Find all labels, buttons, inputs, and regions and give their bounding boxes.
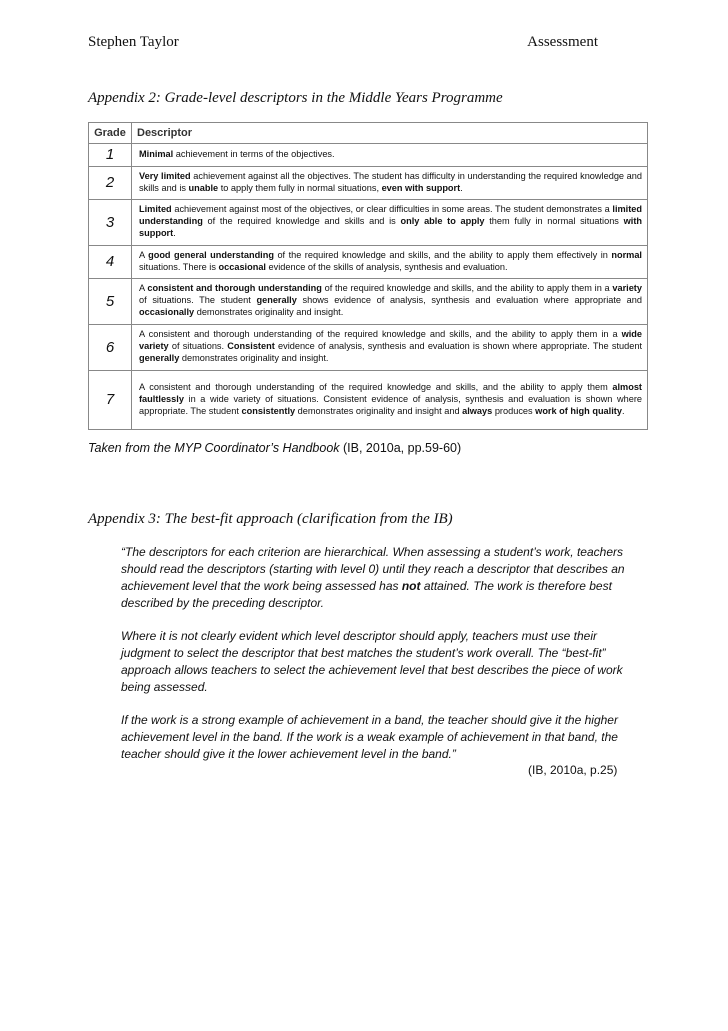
table-row bbox=[89, 324, 648, 370]
quote-citation: (IB, 2010a, p.25) bbox=[528, 763, 618, 777]
table-row bbox=[89, 278, 648, 324]
table-header-row bbox=[89, 123, 648, 144]
emphasis-text: consistent and thorough understanding bbox=[147, 283, 322, 294]
table-row bbox=[89, 245, 648, 278]
column-header-descriptor: Descriptor bbox=[132, 123, 648, 144]
text-run: evidence of analysis, synthesis and evaluation is shown where appropriate. The student bbox=[274, 341, 642, 352]
quote-paragraph bbox=[121, 628, 636, 696]
emphasis-text: wide variety bbox=[139, 329, 642, 352]
emphasis-text: generally bbox=[256, 295, 297, 306]
text-run: achievement against all the objectives. The student has difficulty in understanding the required knowledge and skills and is bbox=[139, 170, 642, 193]
header-author: Stephen Taylor bbox=[88, 34, 179, 50]
emphasis-text: work of high quality bbox=[535, 405, 622, 416]
text-run: of situations. bbox=[168, 341, 228, 352]
descriptor-cell bbox=[132, 278, 648, 324]
table-body bbox=[89, 144, 648, 430]
emphasis-text: variety bbox=[612, 283, 642, 294]
grade-descriptor-table bbox=[88, 122, 648, 430]
text-run: of situations. The student bbox=[139, 295, 257, 306]
quote-paragraph bbox=[121, 544, 636, 612]
emphasis-text: limited understanding bbox=[139, 204, 642, 227]
column-header-grade: Grade bbox=[89, 123, 132, 144]
text-run: A bbox=[139, 249, 149, 260]
descriptor-cell bbox=[132, 245, 648, 278]
text-run: demonstrates originality and insight and bbox=[295, 405, 463, 416]
grade-cell: 5 bbox=[89, 278, 132, 324]
emphasis-text: with support bbox=[139, 216, 642, 239]
text-run: evidence of the skills of analysis, synthesis and evaluation. bbox=[266, 261, 508, 272]
grade-cell: 6 bbox=[89, 324, 132, 370]
grade-cell: 1 bbox=[89, 144, 132, 167]
text-run: them fully in normal situations bbox=[484, 216, 624, 227]
source-reference: (IB, 2010a, pp.59-60) bbox=[339, 441, 462, 455]
quote-paragraph bbox=[121, 712, 636, 763]
emphasis-text: Very limited bbox=[139, 170, 191, 181]
text-run: attained. The work is therefore best described by the preceding descriptor. bbox=[121, 579, 612, 610]
table-source-note bbox=[88, 441, 461, 455]
grade-cell: 7 bbox=[89, 370, 132, 429]
text-run: of the required knowledge and skills, and the ability to apply them in a bbox=[321, 283, 613, 294]
text-run: produces bbox=[492, 405, 536, 416]
appendix-2-title: Appendix 2: Grade-level descriptors in the Middle Years Programme bbox=[88, 90, 503, 106]
descriptor-cell bbox=[132, 166, 648, 199]
text-run: achievement in terms of the objectives. bbox=[173, 149, 335, 160]
text-run: Where it is not clearly evident which level descriptor should apply, teachers must use their judgment to select the descriptor that best matches the student’s work overall. The “best-fit” approach allows teachers to select the achievement level that best describes the piece of work being assessed. bbox=[121, 629, 623, 694]
text-run: demonstrates originality and insight. bbox=[194, 307, 344, 318]
text-run: of the required knowledge and skills and is bbox=[202, 216, 401, 227]
grade-cell: 2 bbox=[89, 166, 132, 199]
text-run: demonstrates originality and insight. bbox=[179, 353, 329, 364]
text-run: in a wide variety of situations. Consistent evidence of analysis, synthesis and evaluation is shown where appropriate. The student bbox=[139, 393, 642, 416]
emphasis-text: consistently bbox=[241, 405, 296, 416]
handbook-title: Taken from the MYP Coordinator’s Handbook bbox=[88, 441, 340, 455]
text-run: situations. There is bbox=[139, 261, 219, 272]
emphasis-text: occasionally bbox=[139, 307, 195, 318]
descriptor-cell bbox=[132, 144, 648, 167]
emphasis-text: unable bbox=[188, 182, 219, 193]
emphasis-text: only able to apply bbox=[400, 216, 485, 227]
text-run: of the required knowledge and skills, and the ability to apply them effectively in bbox=[273, 249, 612, 260]
text-run: A consistent and thorough understanding of the required knowledge and skills, and the ability to apply them in a bbox=[139, 329, 622, 340]
text-run: If the work is a strong example of achievement in a band, the teacher should give it the higher achievement level in the band. If the work is a weak example of achievement in that band, the teacher should give it the lower achievement level in the band.” bbox=[121, 713, 618, 761]
emphasis-text: almost faultlessly bbox=[139, 381, 642, 404]
emphasis-text: Minimal bbox=[139, 149, 174, 160]
text-run: to apply them fully in normal situations, bbox=[218, 182, 382, 193]
text-run: . bbox=[173, 228, 176, 239]
text-run: A bbox=[139, 283, 148, 294]
emphasis-text: always bbox=[462, 405, 493, 416]
header-section: Assessment bbox=[527, 34, 598, 50]
table-row bbox=[89, 144, 648, 167]
descriptor-cell bbox=[132, 370, 648, 429]
text-run: achievement against most of the objectives, or clear difficulties in some areas. The student demonstrates a bbox=[171, 204, 613, 215]
grade-cell: 4 bbox=[89, 245, 132, 278]
table-row bbox=[89, 166, 648, 199]
emphasis-text: generally bbox=[139, 353, 180, 364]
table-row bbox=[89, 199, 648, 245]
grade-cell: 3 bbox=[89, 199, 132, 245]
text-run: . bbox=[460, 182, 463, 193]
emphasis-text: normal bbox=[611, 249, 642, 260]
emphasis-text: not bbox=[401, 579, 421, 593]
emphasis-text: Consistent bbox=[227, 341, 275, 352]
ib-quotation bbox=[121, 544, 636, 779]
descriptor-cell bbox=[132, 199, 648, 245]
text-run: “The descriptors for each criterion are hierarchical. When assessing a student’s work, teachers should read the descriptors (starting with level 0) until they reach a descriptor that describes an achievement level that the work being assessed has bbox=[121, 545, 625, 593]
text-run: A consistent and thorough understanding of the required knowledge and skills, and the ability to apply them bbox=[139, 381, 613, 392]
table-row bbox=[89, 370, 648, 429]
emphasis-text: even with support bbox=[381, 182, 461, 193]
appendix-3-title: Appendix 3: The best-fit approach (clarification from the IB) bbox=[88, 511, 453, 527]
emphasis-text: occasional bbox=[218, 261, 266, 272]
descriptor-cell bbox=[132, 324, 648, 370]
text-run: . bbox=[621, 405, 625, 416]
emphasis-text: Limited bbox=[139, 204, 172, 215]
text-run: shows evidence of analysis, synthesis and evaluation where appropriate and bbox=[296, 295, 642, 306]
emphasis-text: good general understanding bbox=[148, 249, 274, 260]
